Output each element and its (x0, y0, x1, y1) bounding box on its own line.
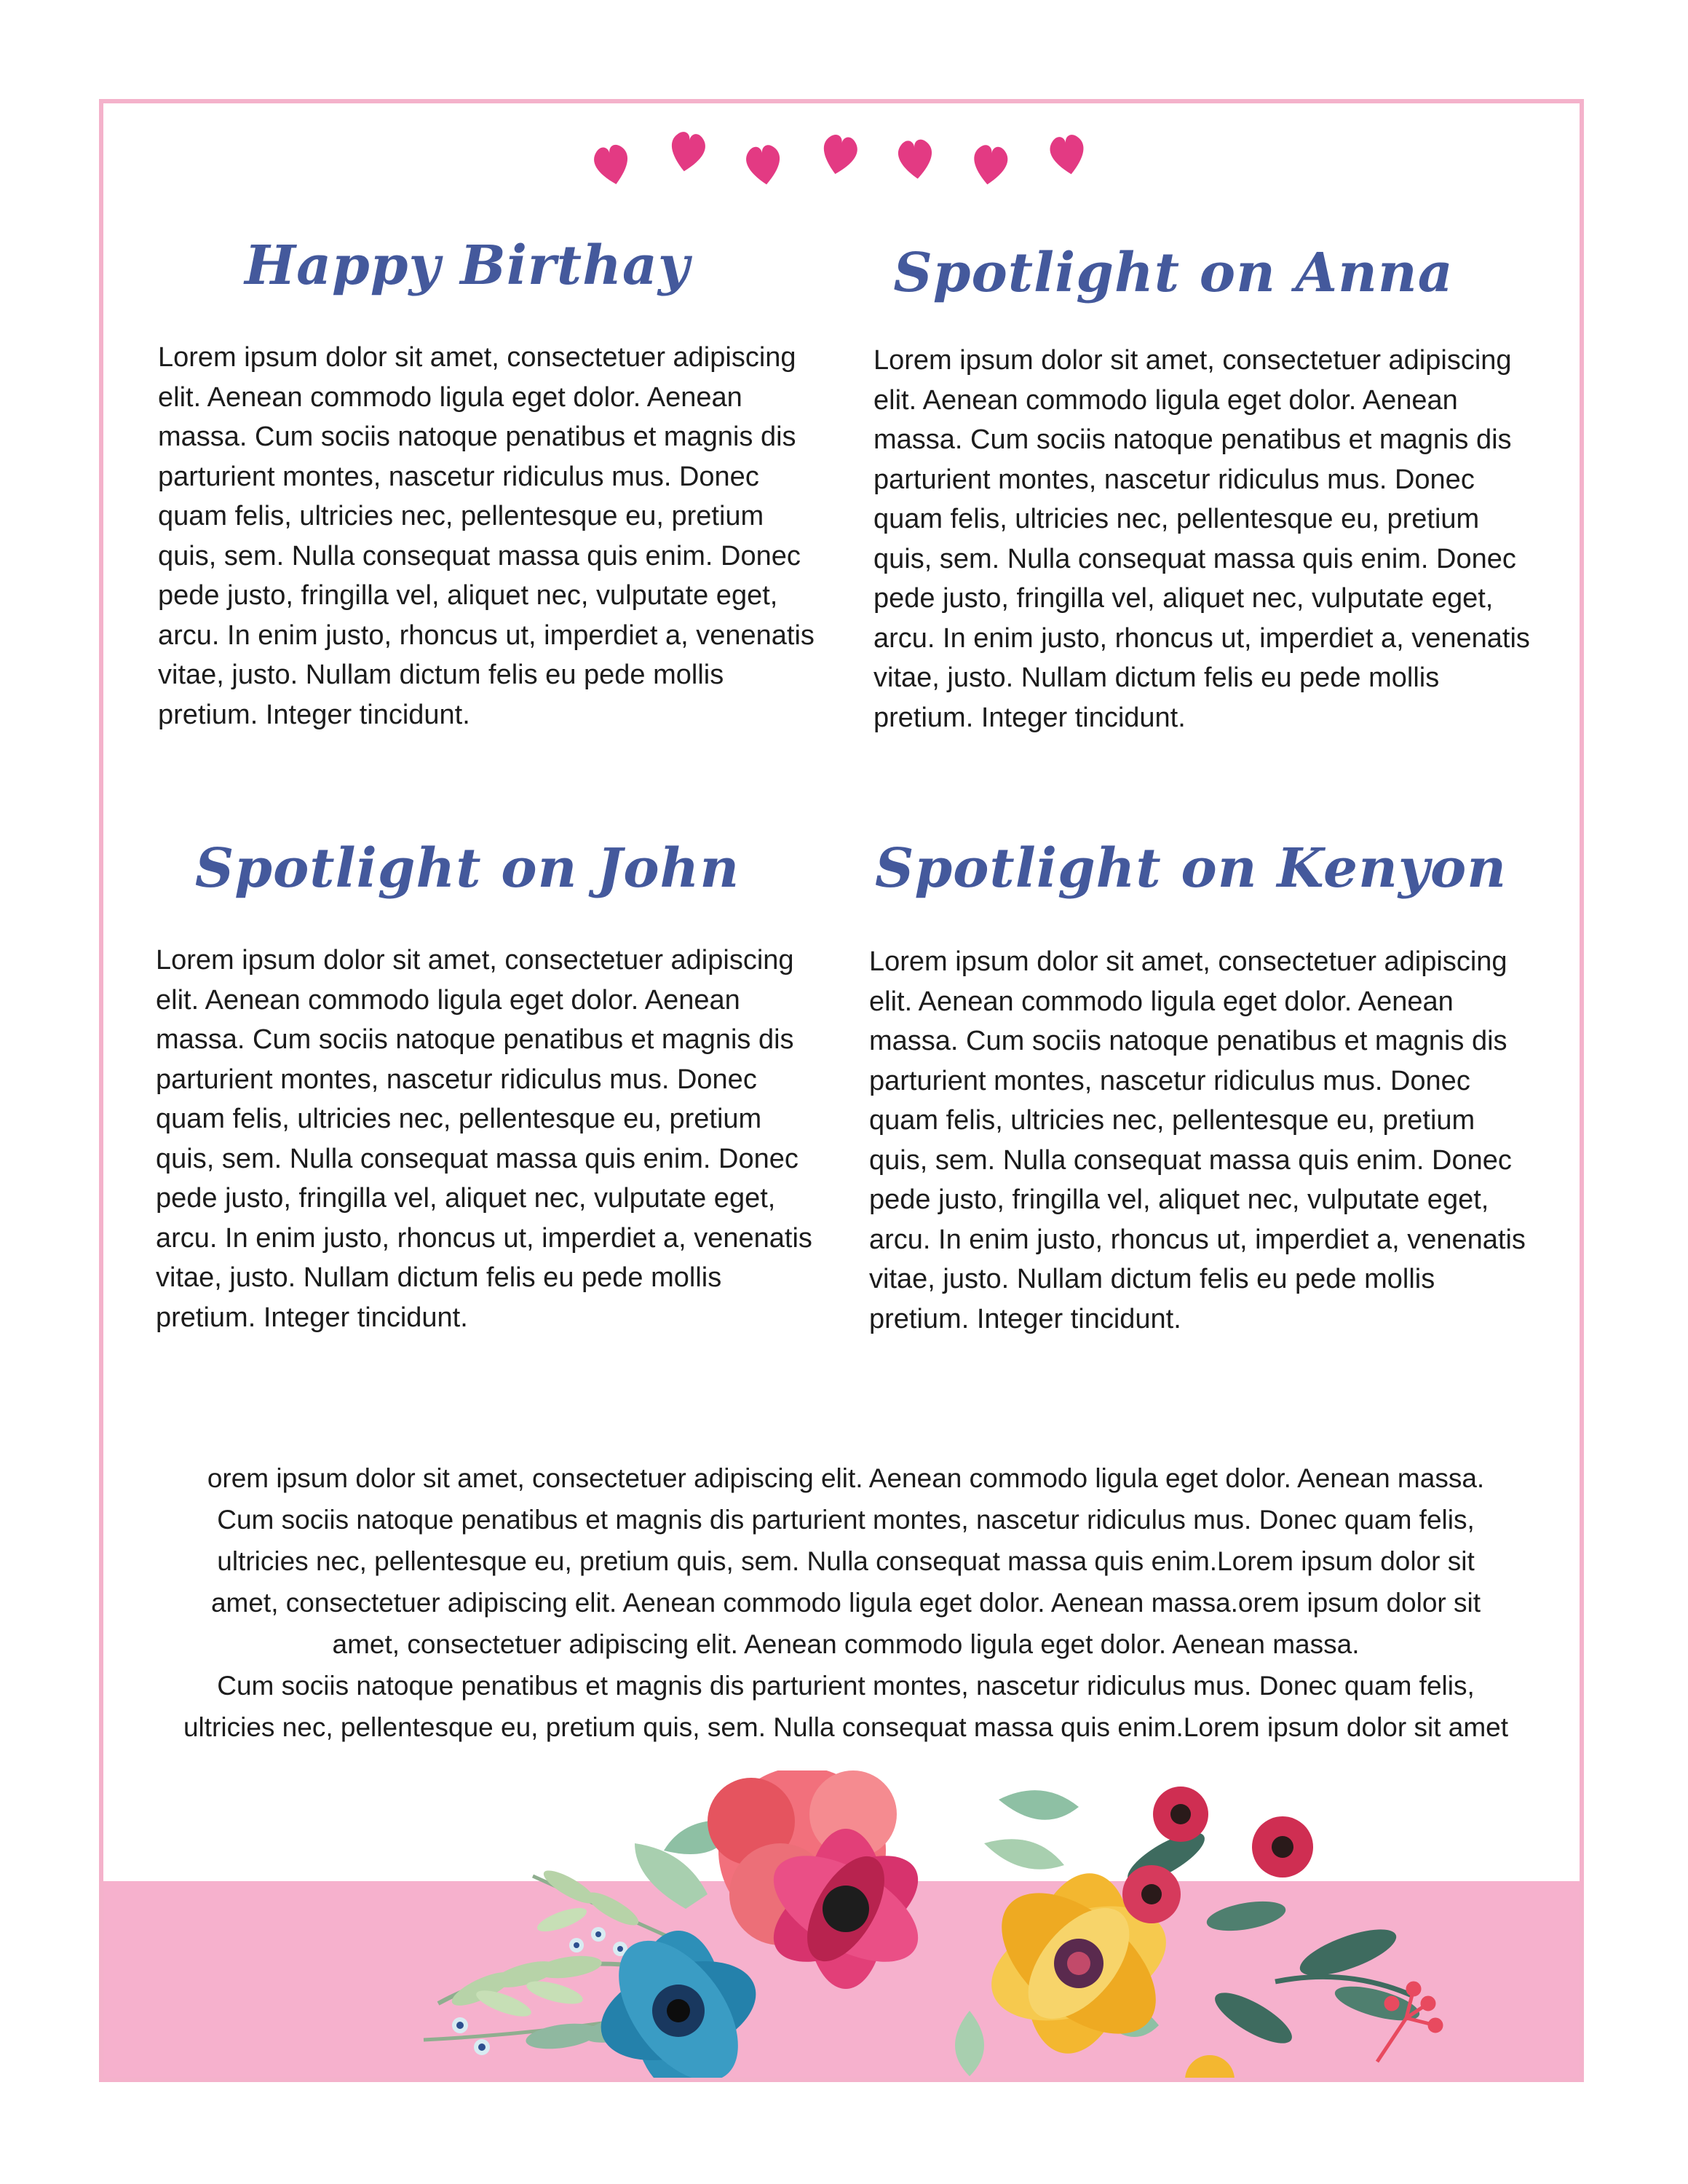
section-title-john: Spotlight on John (194, 837, 740, 900)
flower-bouquet-illustration (344, 1770, 1508, 2082)
section-body-john: Lorem ipsum dolor sit amet, consectetuer adipiscing elit. Aenean commodo ligula eget dolor. Aenean massa. Cum sociis natoque penatibus et magnis dis parturient montes, nascetur ridiculus mus. Donec quam felis, ultricies nec, pellentesque eu, pretium quis, sem. Nulla consequat massa quis enim. Donec pede justo, fringilla vel, aliquet nec, vulputate eget, arcu. In enim justo, rhoncus ut, imperdiet a, venenatis vitae, justo. Nullam dictum felis eu pede mollis pretium. Integer tincidunt. (156, 945, 812, 1333)
closing-line: Cum sociis natoque penatibus et magnis dis parturient montes, nascetur ridiculus mus. Donec quam felis, (217, 1671, 1475, 1701)
section-title-happy-birthday: Happy Birthay (245, 234, 690, 297)
section-body-happy-birthday: Lorem ipsum dolor sit amet, consectetuer adipiscing elit. Aenean commodo ligula eget dolor. Aenean massa. Cum sociis natoque penatibus et magnis dis parturient montes, nascetur ridiculus mus. Donec quam felis, ultricies nec, pellentesque eu, pretium quis, sem. Nulla consequat massa quis enim. Donec pede justo, fringilla vel, aliquet nec, vulputate eget, arcu. In enim justo, rhoncus ut, imperdiet a, venenatis vitae, justo. Nullam dictum felis eu pede mollis pretium. Integer tincidunt. (158, 342, 815, 730)
closing-line: ultricies nec, pellentesque eu, pretium quis, sem. Nulla consequat massa quis enim.Lorem ipsum dolor sit (217, 1546, 1475, 1576)
heart-icon (1048, 133, 1088, 177)
yellow-flower-icon (976, 1865, 1235, 2082)
closing-line: amet, consectetuer adipiscing elit. Aenean commodo ligula eget dolor. Aenean massa.orem ipsum dolor sit (210, 1588, 1481, 1618)
heart-icon (971, 143, 1010, 186)
heart-icon (745, 143, 783, 186)
section-body-kenyon: Lorem ipsum dolor sit amet, consectetuer adipiscing elit. Aenean commodo ligula eget dolor. Aenean massa. Cum sociis natoque penatibus et magnis dis parturient montes, nascetur ridiculus mus. Donec quam felis, ultricies nec, pellentesque eu, pretium quis, sem. Nulla consequat massa quis enim. Donec pede justo, fringilla vel, aliquet nec, vulputate eget, arcu. In enim justo, rhoncus ut, imperdiet a, venenatis vitae, justo. Nullam dictum felis eu pede mollis pretium. Integer tincidunt. (869, 946, 1526, 1334)
closing-line: Cum sociis natoque penatibus et magnis dis parturient montes, nascetur ridiculus mus. Donec quam felis, (217, 1505, 1475, 1535)
heart-icon (667, 130, 708, 174)
heart-icon (592, 143, 633, 188)
heart-icon (897, 138, 934, 181)
closing-line: orem ipsum dolor sit amet, consectetuer adipiscing elit. Aenean commodo ligula eget dolor. Aenean massa. (207, 1463, 1485, 1493)
closing-paragraph (169, 1457, 1523, 1748)
section-title-kenyon: Spotlight on Kenyon (875, 837, 1507, 900)
hearts-garland (103, 103, 1580, 205)
section-title-anna: Spotlight on Anna (893, 242, 1454, 304)
closing-line: ultricies nec, pellentesque eu, pretium quis, sem. Nulla consequat massa quis enim.Lorem ipsum dolor sit amet (183, 1712, 1509, 1742)
closing-line: amet, consectetuer adipiscing elit. Aenean commodo ligula eget dolor. Aenean massa. (332, 1629, 1360, 1659)
newsletter-page (99, 99, 1584, 2082)
heart-icon (819, 132, 860, 178)
section-body-anna: Lorem ipsum dolor sit amet, consectetuer adipiscing elit. Aenean commodo ligula eget dolor. Aenean massa. Cum sociis natoque penatibus et magnis dis parturient montes, nascetur ridiculus mus. Donec quam felis, ultricies nec, pellentesque eu, pretium quis, sem. Nulla consequat massa quis enim. Donec pede justo, fringilla vel, aliquet nec, vulputate eget, arcu. In enim justo, rhoncus ut, imperdiet a, venenatis vitae, justo. Nullam dictum felis eu pede mollis pretium. Integer tincidunt. (873, 345, 1530, 733)
